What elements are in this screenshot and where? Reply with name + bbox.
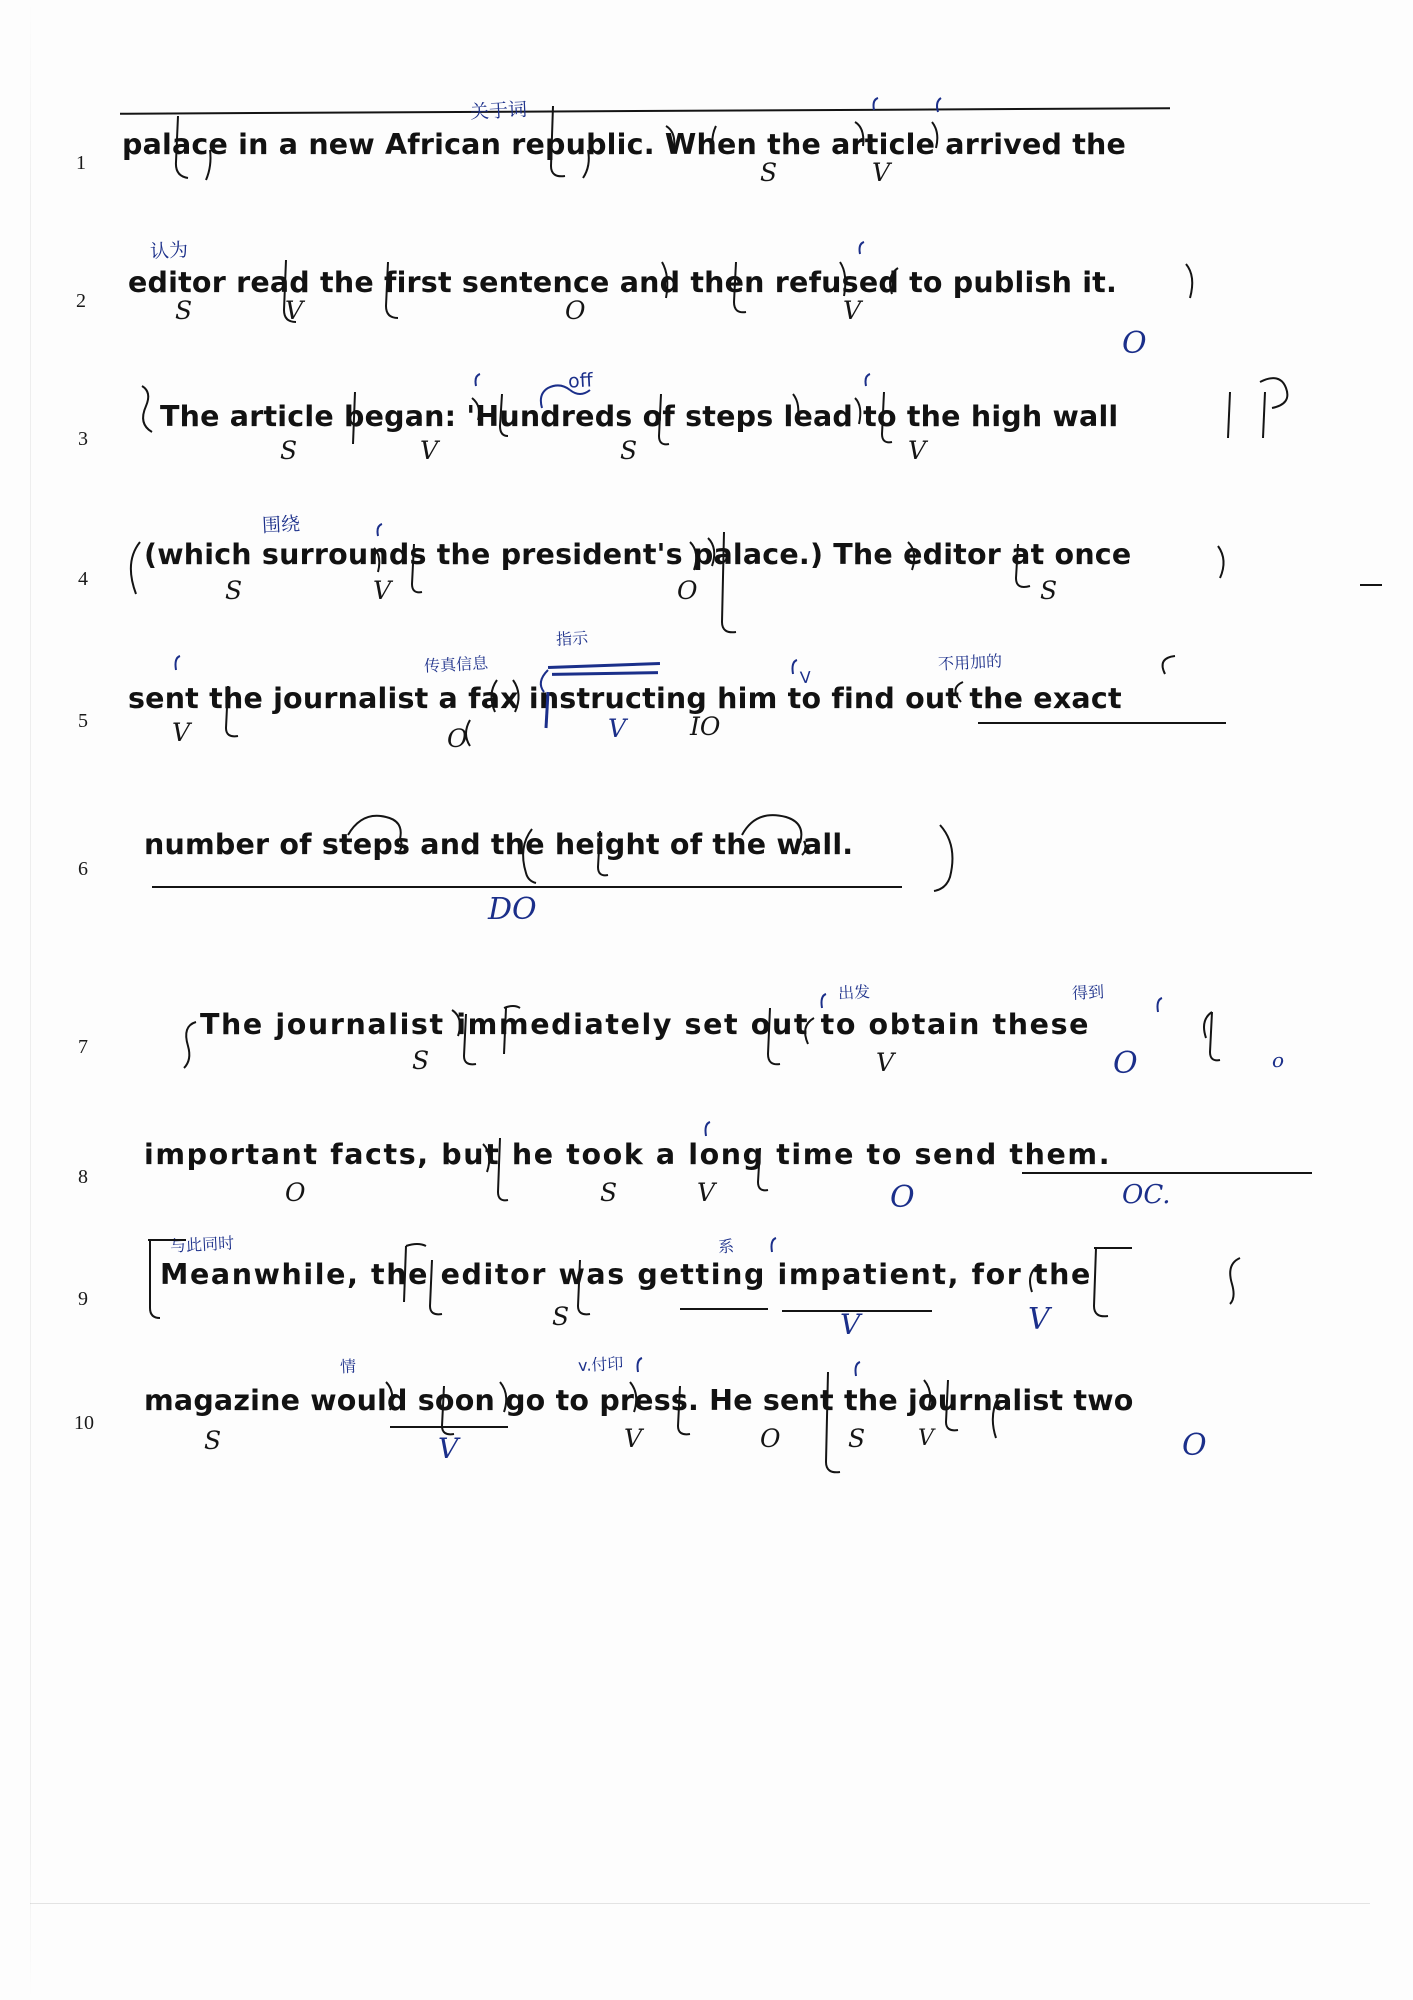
annotation-chinese-note: 得到 (1071, 982, 1105, 1003)
grammar-label: S (412, 1046, 430, 1075)
grammar-label: S (1040, 576, 1058, 605)
grammar-label: V (872, 158, 891, 187)
grammar-label: V (373, 576, 392, 605)
line-number: 9 (78, 1288, 88, 1310)
line-number: 10 (74, 1412, 94, 1434)
grammar-label: V (918, 1426, 934, 1451)
annotation-top-rule (120, 107, 1170, 114)
annotation-underline-blue (548, 662, 660, 669)
line-number: 1 (76, 152, 86, 174)
line-text: number of steps and the height of the wall. (144, 828, 854, 861)
annotation-chinese-note: 与此同时 (169, 1233, 235, 1256)
annotation-chinese-note: 不用加的 (937, 651, 1003, 674)
grammar-label: O (1122, 326, 1147, 361)
grammar-label: S (600, 1178, 618, 1207)
line-text: sent the journalist a fax instructing him to find out the exact (128, 682, 1122, 715)
line-number: 8 (78, 1166, 88, 1188)
annotation-underline (152, 886, 902, 888)
grammar-label: V (840, 1308, 861, 1341)
annotation-chinese-note: 系 (717, 1236, 735, 1257)
grammar-label: IO (690, 712, 721, 741)
annotation-chinese-note: 围绕 (261, 513, 301, 537)
grammar-label: V (697, 1178, 716, 1207)
annotation-chinese-note: 情 (339, 1356, 357, 1377)
grammar-label: V (172, 718, 191, 747)
line-text: (which surrounds the president's palace.) The editor at once (144, 538, 1132, 571)
line-text: palace in a new African republic. When the article arrived the (122, 128, 1127, 161)
annotation-underline (978, 722, 1226, 724)
annotation-underline-blue (552, 671, 658, 676)
line-text: magazine would soon go to press. He sent the journalist two (144, 1384, 1134, 1417)
line-text: Meanwhile, the editor was getting impatient, for the (160, 1258, 1092, 1291)
line-number: 5 (78, 710, 88, 732)
page-edge-shadow (30, 0, 31, 2000)
grammar-label: S (552, 1302, 570, 1331)
line-text: editor read the first sentence and then refused to publish it. (128, 266, 1118, 299)
annotation-underline (680, 1308, 768, 1310)
grammar-label: S (848, 1424, 866, 1453)
line-number: 6 (78, 858, 88, 880)
grammar-label: O (677, 576, 698, 605)
grammar-label: O (760, 1424, 781, 1453)
annotation-strokes-line2 (0, 240, 1413, 360)
grammar-label: V (908, 436, 927, 465)
annotation-strokes-line10 (0, 1356, 1413, 1486)
grammar-label: V (420, 436, 439, 465)
line-text: important facts, but he took a long time to send them. (144, 1138, 1112, 1171)
grammar-label: O (1182, 1428, 1207, 1463)
annotation-chinese-note: 传真信息 (423, 653, 489, 676)
line-number: 7 (78, 1036, 88, 1058)
line-number: 2 (76, 290, 86, 312)
annotation-underline (390, 1426, 508, 1428)
grammar-label: O (447, 724, 468, 753)
grammar-label: S (280, 436, 298, 465)
grammar-label: o (1272, 1048, 1285, 1072)
grammar-label: V (624, 1424, 643, 1453)
annotation-strokes-line4 (0, 512, 1413, 632)
grammar-label: O (285, 1178, 306, 1207)
page-edge-bottom (30, 1903, 1370, 1904)
grammar-label: V (438, 1432, 459, 1465)
grammar-label: V (608, 714, 627, 743)
annotation-chinese-note: 关于词 (469, 98, 528, 124)
grammar-label: DO (488, 892, 537, 927)
line-number: 4 (78, 568, 88, 590)
grammar-label: S (620, 436, 638, 465)
annotation-underline (1022, 1172, 1312, 1174)
grammar-label: O (1113, 1046, 1138, 1081)
annotation-ink-note: V (799, 667, 812, 688)
annotation-strokes-line3 (0, 378, 1413, 488)
grammar-label: V (1028, 1302, 1050, 1337)
line-text: The article began: 'Hundreds of steps lead to the high wall (160, 400, 1119, 433)
annotation-right-dash (1360, 584, 1382, 586)
grammar-label: O (890, 1180, 915, 1215)
grammar-label: S (204, 1426, 222, 1455)
line-text: The journalist immediately set out to obtain these (200, 1008, 1091, 1041)
annotation-strokes-line7 (0, 988, 1413, 1108)
line-number: 3 (78, 428, 88, 450)
grammar-label: S (225, 576, 243, 605)
annotation-chinese-note: 出发 (837, 982, 871, 1003)
annotation-ink-note: v.付印 (577, 1353, 624, 1376)
grammar-label: O (565, 296, 586, 325)
grammar-label: V (843, 296, 862, 325)
grammar-label: S (175, 296, 193, 325)
grammar-label: V (876, 1048, 895, 1077)
grammar-label: V (285, 296, 304, 325)
grammar-label: S (760, 158, 778, 187)
grammar-label: OC. (1122, 1180, 1171, 1210)
annotation-chinese-note: 认为 (149, 239, 189, 263)
annotation-chinese-note: 指示 (555, 628, 589, 649)
annotation-ink-note: off (567, 369, 594, 393)
